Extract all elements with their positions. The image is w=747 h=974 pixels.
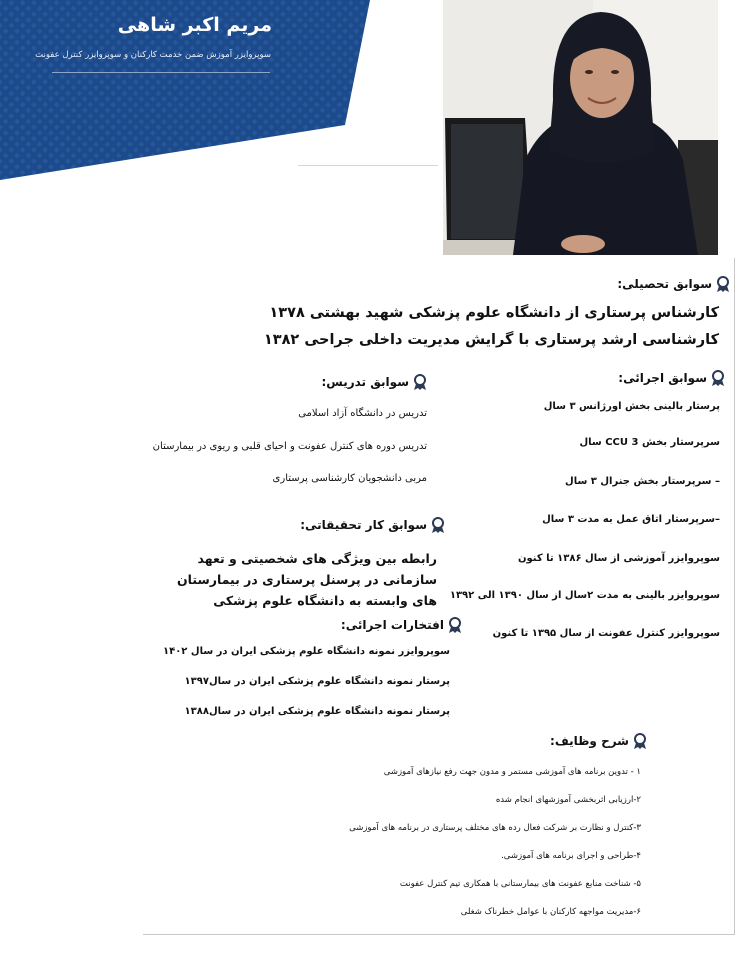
award-badge-icon [448, 617, 462, 633]
duty-item: ۱ - تدوین برنامه های آموزشی مستمر و مدون جهت رفع نیازهای آموزشی [383, 767, 641, 777]
honors-item: سوپروایزر نمونه دانشگاه علوم پزشکی ایران در سال ۱۴۰۲ [162, 646, 450, 657]
education-item: کارشناس پرستاری از دانشگاه علوم پزشکی شهید بهشتی ۱۳۷۸ [269, 305, 719, 321]
executive-item: –سرپرستار اتاق عمل به مدت ۳ سال [542, 514, 720, 525]
education-item: کارشناسی ارشد پرستاری با گرایش مدیریت داخلی جراحی ۱۳۸۲ [263, 332, 719, 348]
honors-heading [341, 617, 462, 633]
award-badge-icon [633, 733, 647, 749]
executive-item: سوپروایزر بالینی به مدت ۲سال از سال ۱۳۹۰ الی ۱۳۹۲ [449, 590, 720, 601]
teaching-item: تدریس در دانشگاه آزاد اسلامی [298, 408, 427, 419]
executive-heading [618, 370, 725, 386]
divider [52, 72, 270, 73]
research-title: سوابق کار تحقیقاتی: [300, 518, 427, 532]
teaching-item: تدریس دوره های کنترل عفونت و احیای قلبی و ریوی در بیمارستان [152, 441, 427, 452]
award-badge-icon [413, 374, 427, 390]
research-text: رابطه بین ویژگی های شخصیتی و تعهد سازمانی در پرسنل پرستاری در بیمارستان های وابسته به دانشگاه علوم پزشکی [177, 551, 437, 608]
frame-border [143, 934, 735, 935]
duties-title: شرح وظایف: [550, 734, 629, 748]
executive-item: سرپرستار بخش CCU 3 سال [579, 437, 720, 448]
profile-photo [443, 0, 718, 255]
duty-item: ۴-طراحی و اجرای برنامه های آموزشی. [501, 851, 641, 861]
duty-item: ۵- شناخت منابع عفونت های بیمارستانی با همکاری تیم کنترل عفونت [399, 879, 641, 889]
divider [298, 165, 438, 166]
frame-border [734, 258, 735, 935]
duties-heading [550, 733, 647, 749]
duty-item: ۲-ارزیابی اثربخشی آموزشهای انجام شده [495, 795, 641, 805]
duty-item: ۶-مدیریت مواجهه کارکنان با عوامل خطرناک شغلی [460, 907, 641, 917]
honors-item: پرستار نمونه دانشگاه علوم پزشکی ایران در سال۱۳۸۸ [184, 706, 450, 717]
education-heading [617, 276, 730, 292]
award-badge-icon [711, 370, 725, 386]
research-heading [300, 517, 445, 533]
award-badge-icon [431, 517, 445, 533]
executive-item: سوپروایزر آموزشی از سال ۱۳۸۶ تا کنون [517, 553, 720, 564]
honors-item: پرستار نمونه دانشگاه علوم پزشکی ایران در سال۱۳۹۷ [184, 676, 450, 687]
education-title: سوابق تحصیلی: [617, 277, 712, 291]
honors-title: افتخارات اجرائی: [340, 618, 444, 632]
executive-title: سوابق اجرائی: [618, 371, 707, 385]
person-role: سوپروایزر آموزش ضمن خدمت کارکنان و سوپروایزر کنترل عفونت [35, 50, 271, 60]
executive-item: – سرپرستار بخش جنرال ۳ سال [565, 476, 720, 487]
teaching-title: سوابق تدریس: [321, 375, 409, 389]
award-badge-icon [716, 276, 730, 292]
person-name: مریم اکبر شاهی [117, 14, 272, 36]
teaching-item: مربی دانشجویان کارشناسی پرستاری [272, 473, 427, 484]
executive-item: پرستار بالینی بخش اورژانس ۳ سال [543, 401, 720, 412]
teaching-heading [321, 374, 427, 390]
duty-item: ۳-کنترل و نظارت بر شرکت فعال رده های مختلف پرستاری در برنامه های آموزشی [349, 823, 641, 833]
executive-item: سوپروایزر کنترل عفونت از سال ۱۳۹۵ تا کنون [492, 628, 720, 639]
